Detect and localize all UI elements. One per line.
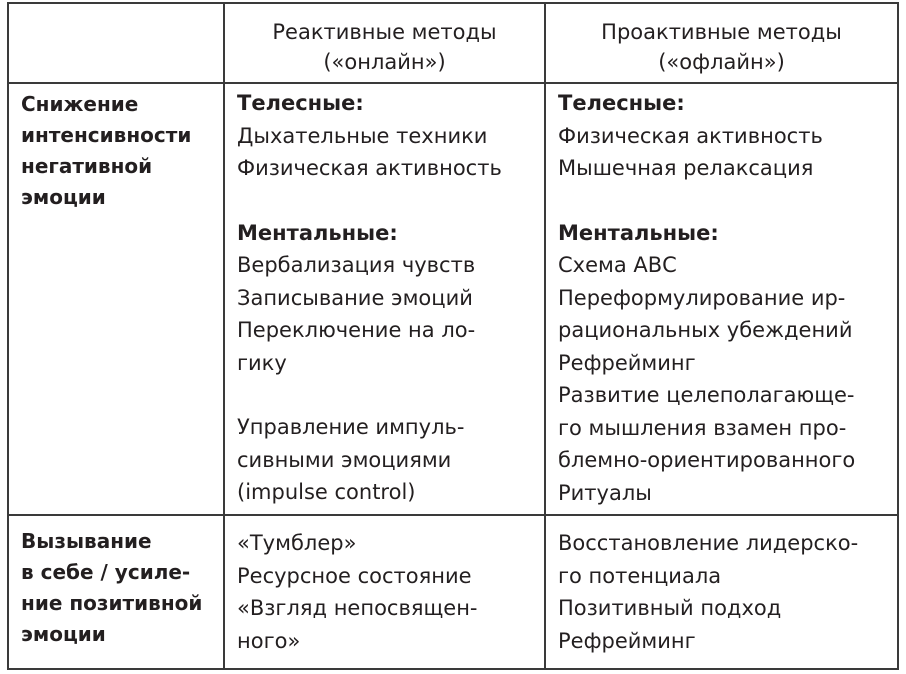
list-item: Схема АВС xyxy=(558,253,677,277)
spacer xyxy=(237,379,538,411)
list-item: «Взгляд непосвящен- xyxy=(237,596,478,620)
table-row xyxy=(8,83,898,515)
proactive-reduce-cell xyxy=(545,83,898,515)
header-proactive-title: Проактивные методы xyxy=(601,20,842,44)
methods-table xyxy=(7,2,899,670)
list-item: Переформулирование ир- xyxy=(558,285,846,310)
list-item: ного» xyxy=(237,628,301,653)
list-item: «Тумблер» xyxy=(237,531,357,555)
list-item: рациональных убеждений xyxy=(558,318,853,342)
list-item: Переключение на ло- xyxy=(237,318,476,342)
list-item: го мышления взамен про- xyxy=(558,415,847,440)
list-item: Восстановление лидерско- xyxy=(558,531,859,555)
row-label-line: ние позитивной xyxy=(21,591,203,615)
list-item: гику xyxy=(237,350,287,375)
table-header-row xyxy=(8,3,898,83)
header-empty-cell xyxy=(8,3,224,83)
list-item: Записывание эмоций xyxy=(237,285,473,310)
row-label-reduce-negative xyxy=(8,83,224,515)
row-label-line: эмоции xyxy=(21,622,106,646)
row-label-line: Снижение xyxy=(21,92,139,116)
spacer xyxy=(558,185,891,217)
list-item: Управление импуль- xyxy=(237,415,465,439)
table-row xyxy=(8,515,898,669)
list-item: Рефрейминг xyxy=(558,628,696,653)
header-reactive-sub: («онлайн») xyxy=(323,50,446,74)
header-reactive-title: Реактивные методы xyxy=(272,20,497,44)
list-item: Дыхательные техники xyxy=(237,123,488,148)
list-item: Развитие целеполагающе- xyxy=(558,383,855,407)
row-label-line: Вызывание xyxy=(21,529,152,553)
reactive-reduce-cell xyxy=(224,83,545,515)
list-item: Ресурсное состояние xyxy=(237,563,472,588)
list-item: (impulse control) xyxy=(237,480,416,504)
row-label-evoke-positive xyxy=(8,515,224,669)
body-methods-heading: Телесные: xyxy=(558,91,685,115)
mental-methods-heading: Ментальные: xyxy=(558,220,719,245)
body-methods-heading: Телесные: xyxy=(237,91,364,115)
row-label-line: в себе / усиле- xyxy=(21,560,191,584)
list-item: Вербализация чувств xyxy=(237,253,476,277)
list-item: сивными эмоциями xyxy=(237,447,452,472)
row-label-line: интенсивности xyxy=(21,123,192,147)
row-label-line: эмоции xyxy=(21,185,106,209)
list-item: блемно-ориентированного xyxy=(558,448,856,472)
header-reactive xyxy=(224,3,545,83)
list-item: Физическая активность xyxy=(558,123,823,148)
list-item: го потенциала xyxy=(558,563,722,588)
list-item: Мышечная релаксация xyxy=(558,156,814,180)
list-item: Позитивный подход xyxy=(558,596,782,620)
reactive-evoke-cell xyxy=(224,515,545,669)
list-item: Рефрейминг xyxy=(558,350,696,375)
header-proactive-sub: («офлайн») xyxy=(658,50,785,74)
spacer xyxy=(237,185,538,217)
row-label-line: негативной xyxy=(21,154,153,178)
mental-methods-heading: Ментальные: xyxy=(237,220,398,245)
list-item: Физическая активность xyxy=(237,156,502,180)
header-proactive xyxy=(545,3,898,83)
list-item: Ритуалы xyxy=(558,480,652,505)
proactive-evoke-cell xyxy=(545,515,898,669)
